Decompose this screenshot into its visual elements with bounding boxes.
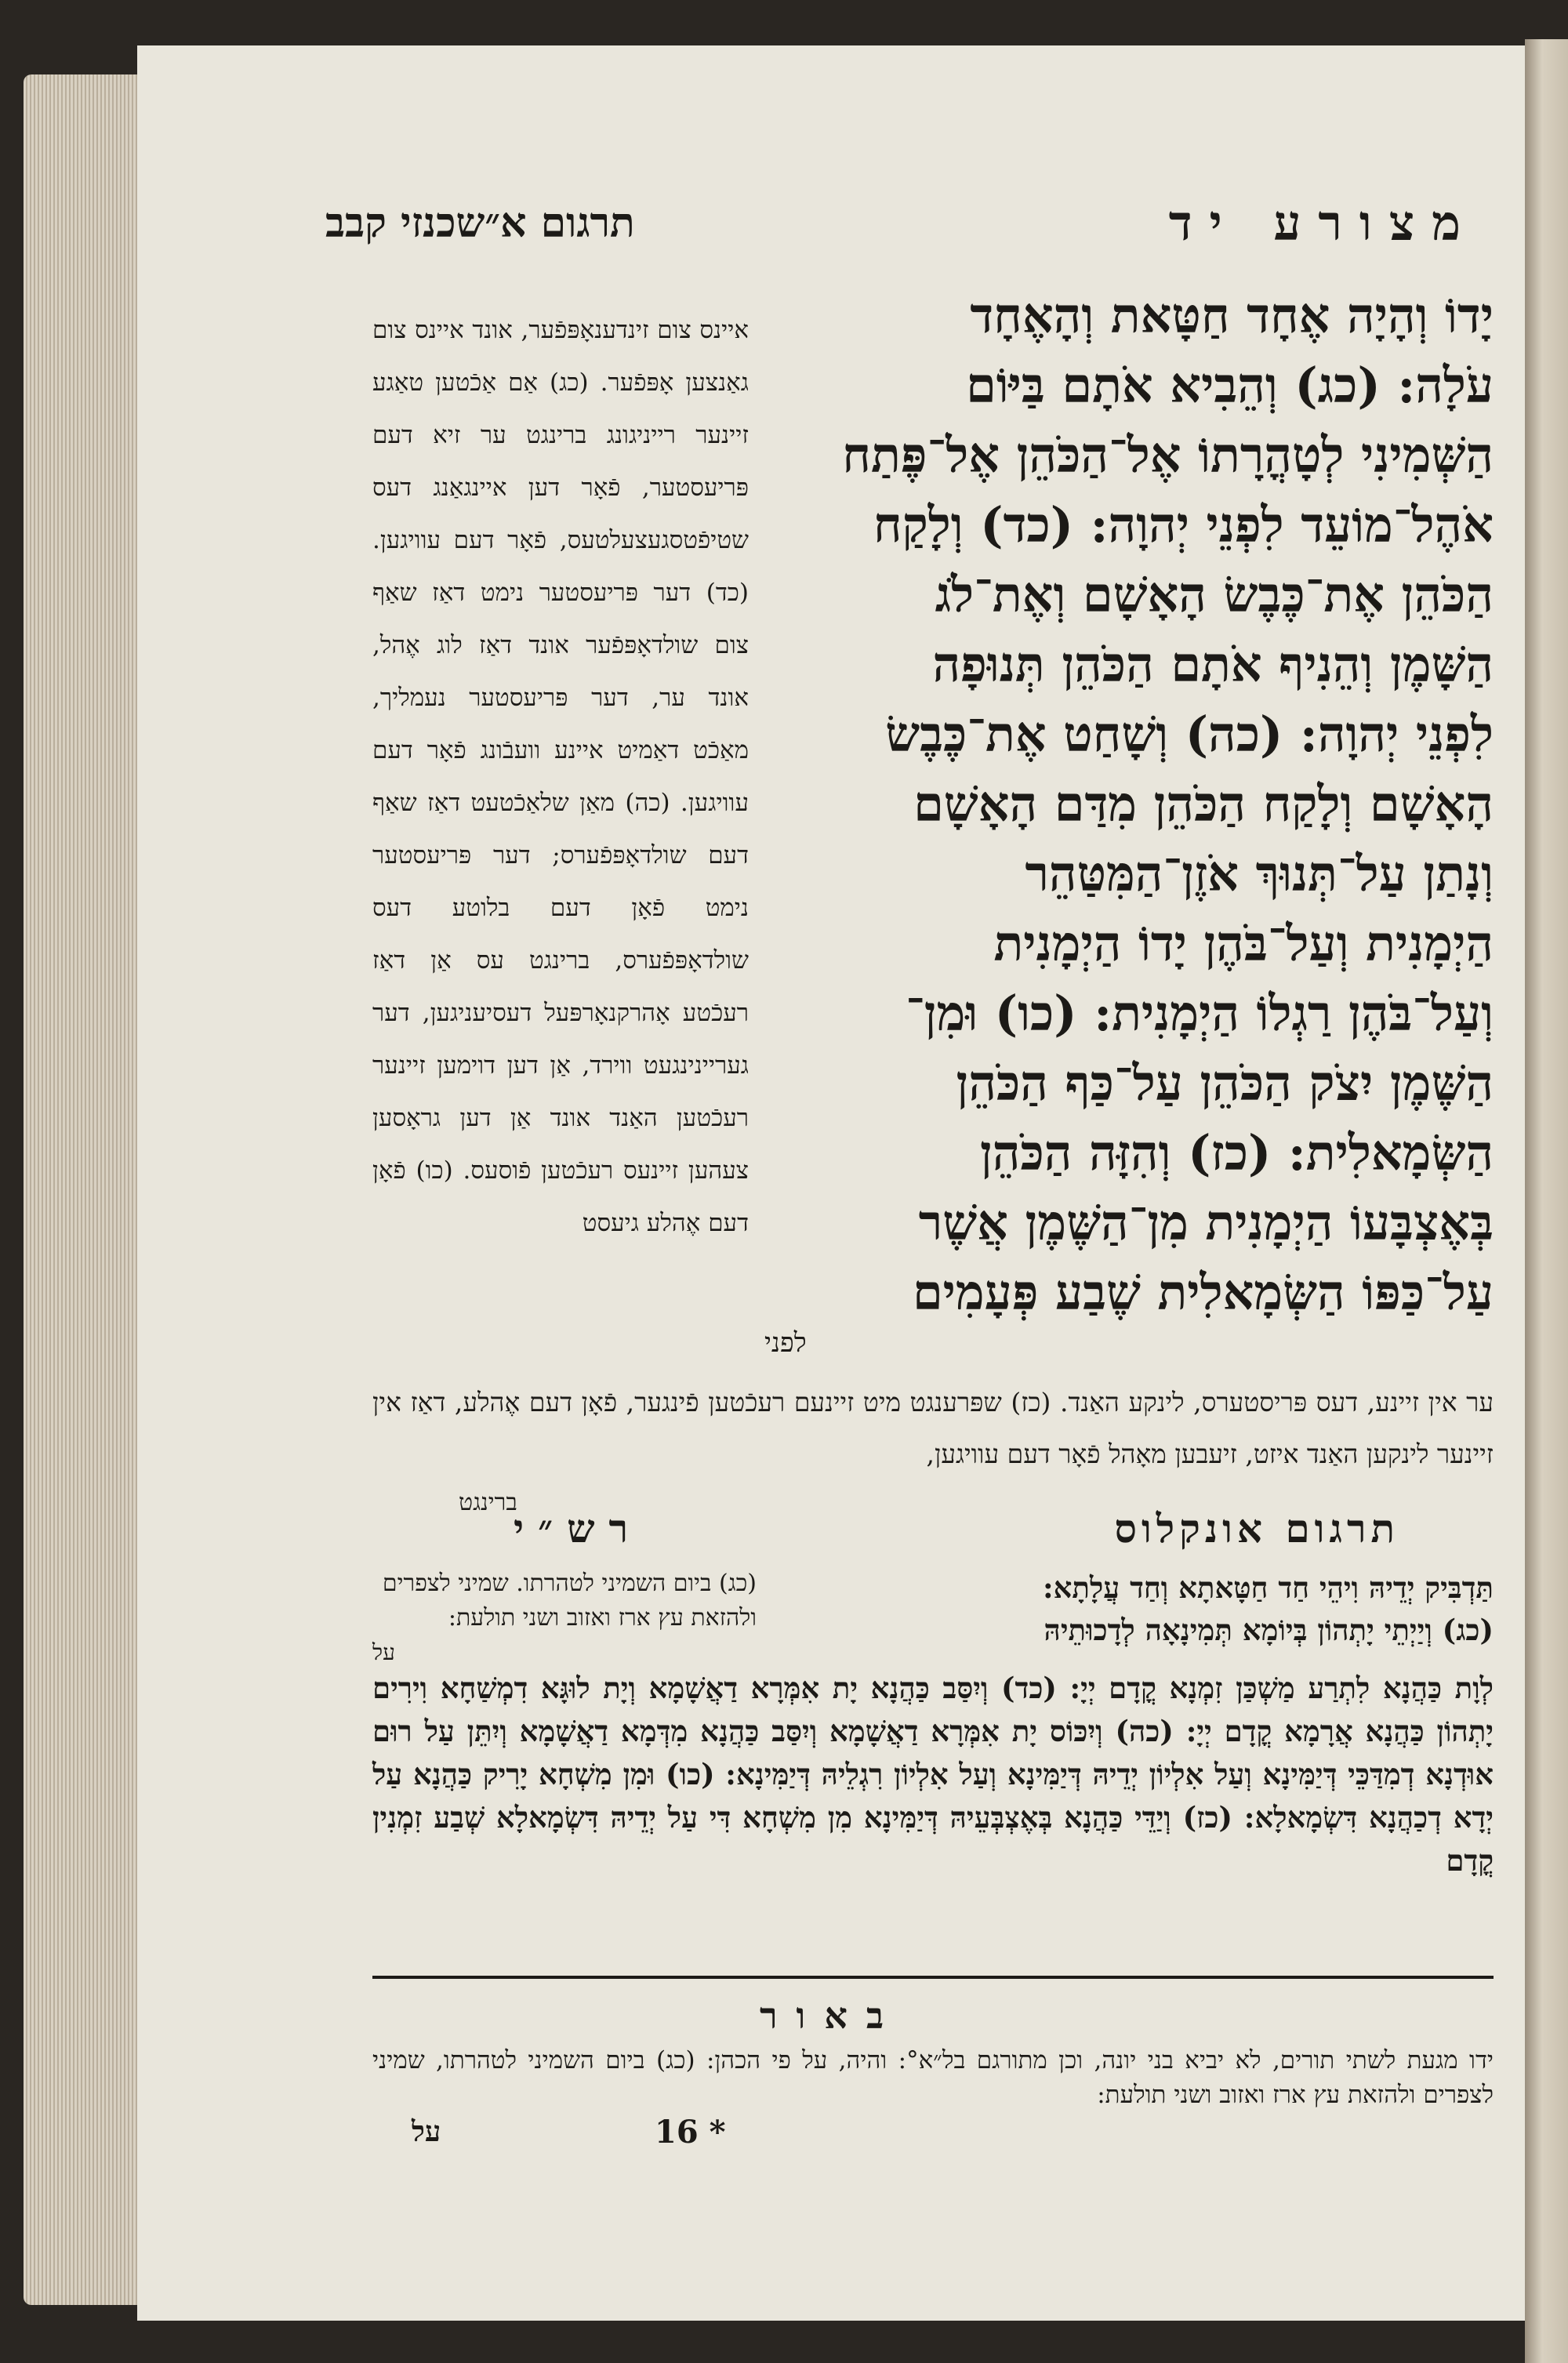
biur-commentary: ידו מגעת לשתי תורים, לא יביא בני יונה, וכן מתורגם בל״א°: והיה, על פי הכהן: (כג) ביום השמיני לטהרתו, שמיני לצפרים ולהזאת עץ ארז ואזוב ושני תולעת:: [372, 2046, 1494, 2109]
divider-rule: [372, 1976, 1494, 1979]
text-line: וְעַל־בֹּהֶן רַגְלוֹ הַיְמָנִית: (כו) וּמִן־: [906, 985, 1494, 1042]
rashi-commentary: [372, 1566, 757, 1670]
text-line: יָדוֹ וְהָיָה אֶחָד חַטָּאת וְהָאֶחָד: [970, 287, 1494, 344]
text-line: הַשְּׁמִינִי לְטָהֳרָתוֹ אֶל־הַכֹּהֵן אֶל־פֶּתַח: [842, 427, 1494, 484]
onkelos-body: לְוָת כַּהֲנָא לִתְרַע מַשְׁכַּן זִמְנָא קֳדָם יְיָ: (כד) וְיִסַּב כַּהֲנָא יָת אִמְּרָא דַאֲשָׁמָא וְיָת לוּגָּא דִמְשַׁחָא וִירִים יָתְהוֹן כַּהֲנָא אֲרָמָא קֳדָם יְיָ: (כה) וְיִכּוֹס יָת אִמְּרָא דַאֲשָׁמָא וְיִסַּב כַּהֲנָא מִדְּמָא דַאֲשָׁמָא וְיִתֵּן עַל רוּם אוּדְנָא דְמִדַּכֵּי דְּיַמִּינָא וְעַל אִלְיוֹן יְדֵיהּ דְּיַמִּינָא וְעַל אִלְיוֹן רִגְלֵיהּ דְּיַמִּינָא: (כו) וּמִן מִשְׁחָא יָרִיק כַּהֲנָא עַל יְדָא דְכַהֲנָא דִּשְׂמָאלָא: (כז) וְיַדֵּי כַּהֲנָא בְּאֶצְבְּעֵיהּ דְּיַמִּינָא מִן מִשְׁחָא דִּי עַל יְדֵיהּ דִּשְׂמָאלָא שְׁבַע זִמְנִין קֳדָם: [372, 1671, 1494, 1878]
footer-catchword: על: [412, 2115, 441, 2148]
text-line: בְּאֶצְבָּעוֹ הַיְמָנִית מִן־הַשֶּׁמֶן אֲשֶׁר: [918, 1194, 1494, 1251]
onkelos-line: תַּדְבִּיק יְדֵיהּ וִיהֵי חַד חַטָּאתָא וְחַד עֲלָתָא:: [1042, 1570, 1494, 1605]
text-line: הַשְּׂמָאלִית: (כז) וְהִזָּה הַכֹּהֵן: [980, 1124, 1494, 1182]
book-page: [137, 45, 1525, 2321]
book-title: מצורע יד: [1168, 194, 1478, 252]
book-spine: [1525, 39, 1568, 2363]
onkelos-head: [804, 1566, 1494, 1651]
text-line: הַשֶּׁמֶן יִצֹק הַכֹּהֵן עַל־כַּף הַכֹּהֵן: [956, 1054, 1494, 1112]
text-line: הַיְמָנִית וְעַל־בֹּהֶן יָדוֹ הַיְמָנִית: [993, 915, 1494, 972]
rashi-text: (כג) ביום השמיני לטהרתו. שמיני לצפרים ולהזאת עץ ארז ואזוב ושני תולעת:: [382, 1570, 757, 1632]
text-line: עֹלָה: (כג) וְהֵבִיא אֹתָם בַּיּוֹם: [966, 357, 1494, 414]
signature-mark: 16 *: [655, 2114, 726, 2151]
text-line: הָאָשָׁם וְלָקַח הַכֹּהֵן מִדַּם הָאָשָׁם: [913, 775, 1494, 833]
text-line: וְנָתַן עַל־תְּנוּךְ אֹזֶן־הַמִּטַּהֵר: [1025, 845, 1494, 902]
text-line: עַל־כַּפּוֹ הַשְּׂמָאלִית שֶׁבַע פְּעָמִים: [912, 1264, 1494, 1321]
main-hebrew-text: [764, 281, 1494, 1359]
yiddish-continuation-text: ער אין זיינע, דעס פּריסטערס, לינקע האַנד. (כז) שפּרענגט מיט זיינעם רעכֿטען פֿינגער, פֿאָן דעם אֶהלע, דאַז אין זיינער לינקען האַנד איזט, זיעבען מאָהל פֿאָר דעם עוויגען,: [372, 1387, 1494, 1469]
yiddish-catchword: ברינגט: [459, 1489, 517, 1516]
text-line: אֹהֶל־מוֹעֵד לִפְנֵי יְהוָה: (כד) וְלָקַח: [873, 496, 1494, 554]
rashi-title: רש״י: [514, 1505, 643, 1552]
right-page-title: תרגום א״שכנזי קבב: [325, 199, 635, 247]
rashi-catchword: על: [372, 1639, 395, 1665]
yiddish-translation-column: איינס צום זינדענאָפּפֿער, אונד איינס צום גאַנצען אָפּפֿער. (כג) אַם אַכֿטען טאַגע זיינער רייניגונג ברינגט ער זיא דעם פּריעסטער, פֿאָר דען איינגאַנג דעס שטיפֿטסגעצעלטעס, פֿאָר דעם עוויגען. (כד) דער פּריעסטער נימט דאַז שאַף צום שולדאָפּפֿער אונד דאַז לוג אֶהל, אונד ער, דער פּריעסטער נעמליך, מאַכֿט דאַמיט איינע וועבֿונג פֿאָר דעם עוויגען. (כה) מאַן שלאַכֿטעט דאַז שאַף דעם שולדאָפּפֿערס; דער פּריעסטער נימט פֿאָן דעם בלוטע דעס שולדאָפּפֿערס, ברינגט עס אַן דאַז רעכֿטע אָהרקנאָרפּעל דעסיעניגען, דער געריינינגעט ווירד, אַן דען דוימען זיינער רעכֿטען האַנד אונד אַן דען גראָסען צעהען זיינעס רעכֿטען פֿוסעס. (כו) פֿאָן דעם אֶהלע גיעסט: [372, 316, 749, 1237]
biur-title: באור: [759, 1995, 903, 2037]
onkelos-title: תרגום אונקלוס: [1114, 1505, 1399, 1552]
yiddish-translation-continuation: [372, 1377, 1494, 1516]
text-line: הַכֹּהֵן אֶת־כֶּבֶשׂ הָאָשָׁם וְאֶת־לֹג: [935, 566, 1494, 623]
text-line: הַשָּׁמֶן וְהֵנִיף אֹתָם הַכֹּהֵן תְּנוּפָה: [932, 636, 1494, 693]
text-line: לִפְנֵי יְהוָה: (כה) וְשָׁחַט אֶת־כֶּבֶשׂ: [885, 706, 1494, 763]
running-header: [325, 194, 1478, 281]
main-catchword: לפני: [764, 1327, 807, 1359]
onkelos-line: (כג) וְיַיְתֵי יָתְהוֹן בְּיוֹמָא תְּמִינָאָה לְדָכוּתֵיהּ: [1044, 1613, 1494, 1647]
